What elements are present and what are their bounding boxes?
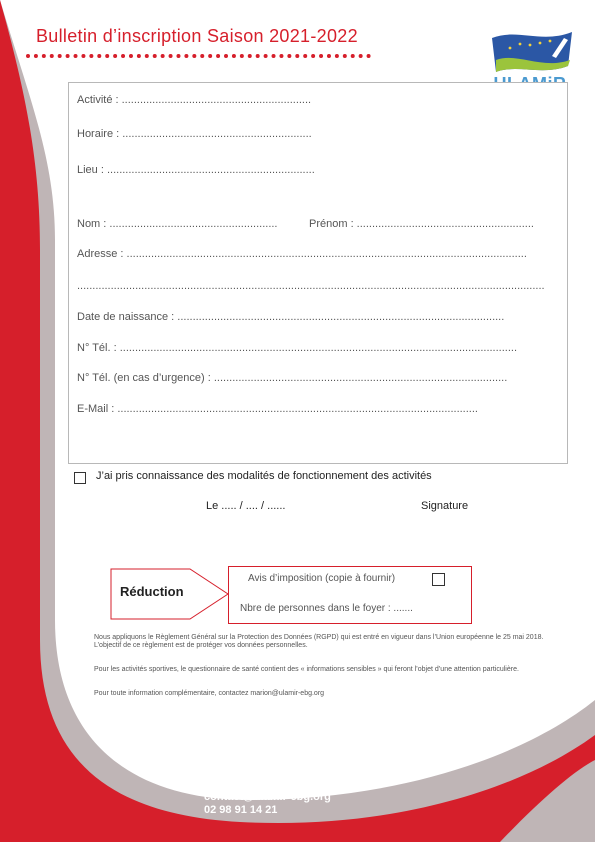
footer-city: 29710 Plonéis (204, 778, 277, 790)
footer-org: ULAMiR Centre Social e Bro Glazik (204, 752, 387, 764)
lieu-field[interactable]: Lieu : .................................................................... (77, 164, 315, 176)
contact-notice: Pour toute information complémentaire, contactez marion@ulamir-ebg.org (94, 690, 325, 697)
avis-imposition-checkbox[interactable] (432, 573, 445, 586)
title-underline (26, 54, 371, 58)
activite-field[interactable]: Activité : .............................................................. (77, 94, 312, 106)
prenom-field[interactable]: Prénom : .......................................................... (309, 218, 534, 230)
health-notice: Pour les activités sportives, le questionnaire de santé contient des « informations sensibles » qui feront l’objet d’une attention particulière. (94, 666, 519, 673)
avis-imposition-label: Avis d’imposition (copie à fournir) (248, 573, 396, 584)
rgpd-notice: Nous appliquons le Règlement Général sur la Protection des Données (RGPD) qui est entré en vigueur dans l’Union européenne le 25 mai 2018. L’objectif de ce règlement est de protéger vos données personnelles. (94, 634, 544, 649)
footer-street: 33, rue Laennec (204, 765, 288, 777)
page-title: Bulletin d’inscription Saison 2021-2022 (36, 26, 358, 46)
telephone-urgence-field[interactable]: N° Tél. (en cas d’urgence) : ................................................................................................ (77, 372, 508, 384)
footer-address (204, 752, 387, 817)
signature-label: Signature (421, 500, 469, 512)
nombre-personnes-field[interactable]: Nbre de personnes dans le foyer : ....... (240, 603, 413, 614)
date-naissance-field[interactable]: Date de naissance : ........................................................................................................... (77, 311, 505, 323)
date-line[interactable]: Le ..... / .... / ...... (206, 500, 286, 512)
adresse-line2-field[interactable]: ......................................................................................................................................................... (77, 280, 545, 292)
adresse-field[interactable]: Adresse : ................................................................................................................................... (77, 248, 527, 260)
footer-phone: 02 98 91 14 21 (204, 804, 278, 816)
nom-field[interactable]: Nom : ....................................................... (77, 218, 278, 230)
horaire-field[interactable]: Horaire : .............................................................. (77, 128, 312, 140)
footer-email[interactable]: contact@ulamir-ebg.org (204, 791, 331, 803)
reduction-label: Réduction (120, 584, 184, 599)
acknowledge-checkbox[interactable] (74, 472, 86, 484)
telephone-field[interactable]: N° Tél. : .................................................................................................................................. (77, 342, 518, 354)
acknowledge-text: J’ai pris connaissance des modalités de fonctionnement des activités (96, 470, 432, 482)
email-field[interactable]: E-Mail : ...................................................................................................................... (77, 403, 478, 415)
